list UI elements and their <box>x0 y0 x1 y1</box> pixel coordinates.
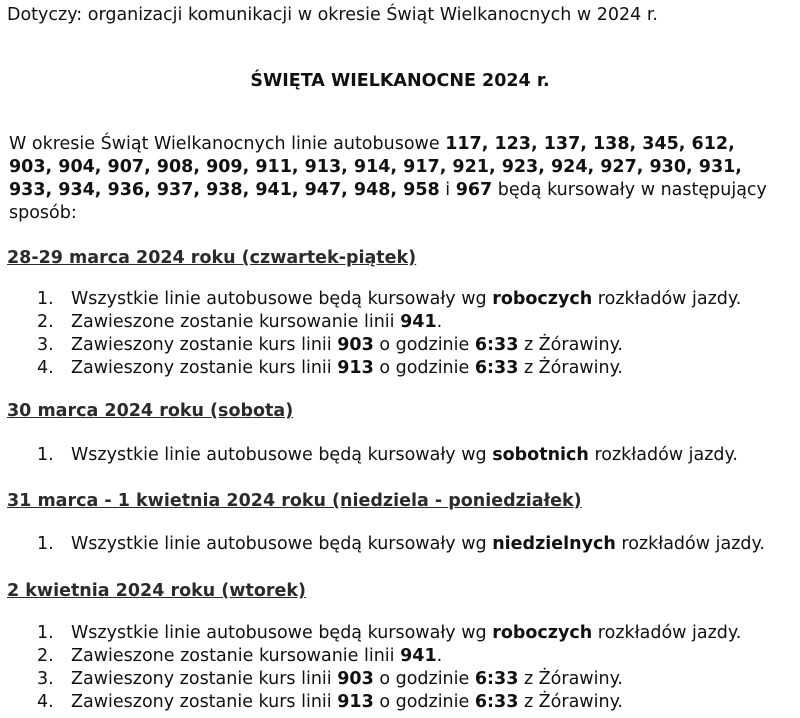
bus-lines: 933, 934, 936, 937, 938, 941, 947, 948, 958 <box>9 180 440 200</box>
intro-line-2 <box>9 156 799 179</box>
intro-line-3 <box>9 179 799 202</box>
list-item: 3. Zawieszony zostanie kurs linii 903 o godzinie 6:33 z Żórawiny. <box>37 335 623 355</box>
section-item-list <box>37 444 738 467</box>
section-heading: 28-29 marca 2024 roku (czwartek-piątek) <box>7 248 417 268</box>
section-heading: 2 kwietnia 2024 roku (wtorek) <box>7 581 306 601</box>
section-item-list <box>37 533 765 556</box>
section-item-list <box>37 622 741 714</box>
bus-lines: 117, 123, 137, 138, 345, 612, <box>445 134 735 154</box>
list-item: 4. Zawieszony zostanie kurs linii 913 o godzinie 6:33 z Żórawiny. <box>37 692 623 712</box>
list-item: 1. Wszystkie linie autobusowe będą kursowały wg sobotnich rozkładów jazdy. <box>37 445 738 465</box>
list-item: 1. Wszystkie linie autobusowe będą kursowały wg roboczych rozkładów jazdy. <box>37 623 742 643</box>
list-item: 4. Zawieszony zostanie kurs linii 913 o godzinie 6:33 z Żórawiny. <box>37 358 623 378</box>
list-item: 2. Zawieszone zostanie kursowanie linii 941. <box>37 646 443 666</box>
intro-text: W okresie Świąt Wielkanocnych linie autobusowe <box>9 134 446 154</box>
list-item: 1. Wszystkie linie autobusowe będą kursowały wg niedzielnych rozkładów jazdy. <box>37 534 765 554</box>
intro-line-1 <box>9 133 799 156</box>
section-heading: 31 marca - 1 kwietnia 2024 roku (niedziela - poniedziałek) <box>7 491 582 511</box>
intro-line-4: sposób: <box>9 203 77 223</box>
intro-text: i <box>439 180 456 200</box>
bus-lines: 967 <box>455 180 493 200</box>
list-item: 3. Zawieszony zostanie kurs linii 903 o godzinie 6:33 z Żórawiny. <box>37 669 623 689</box>
section-item-list <box>37 288 741 380</box>
bus-lines: 903, 904, 907, 908, 909, 911, 913, 914, 917, 921, 923, 924, 927, 930, 931, <box>9 157 742 177</box>
list-item: 1. Wszystkie linie autobusowe będą kursowały wg roboczych rozkładów jazdy. <box>37 289 742 309</box>
document-title: ŚWIĘTA WIELKANOCNE 2024 r. <box>250 71 550 91</box>
intro-paragraph <box>9 133 799 225</box>
section-heading: 30 marca 2024 roku (sobota) <box>7 401 294 421</box>
intro-text: będą kursowały w następujący <box>492 180 767 200</box>
list-item: 2. Zawieszone zostanie kursowanie linii 941. <box>37 312 443 332</box>
subject-line: Dotyczy: organizacji komunikacji w okresie Świąt Wielkanocnych w 2024 r. <box>7 5 658 25</box>
